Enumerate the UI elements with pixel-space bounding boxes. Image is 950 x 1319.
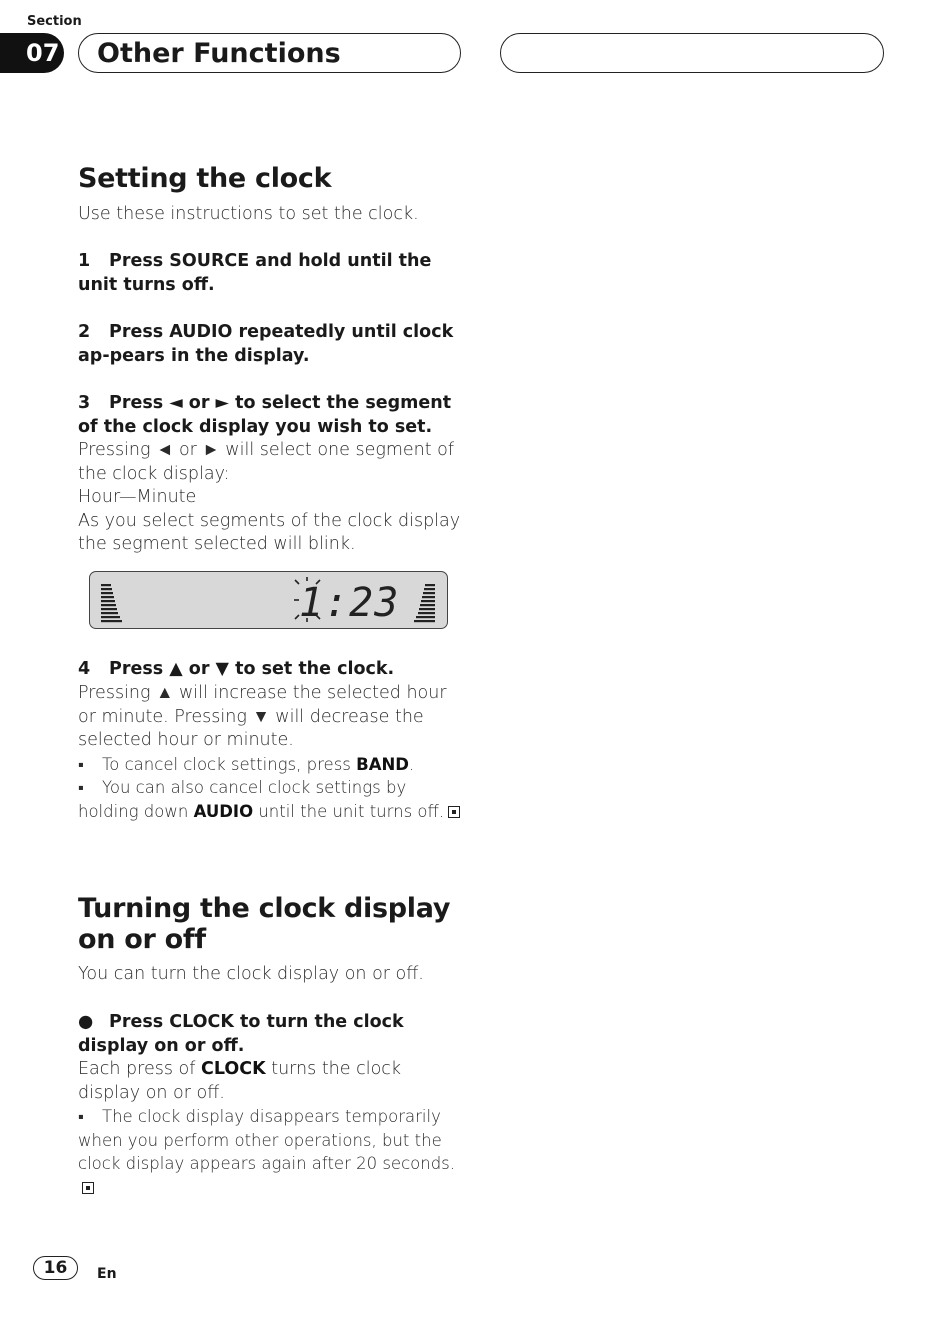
- clock-display-heading-line: Turning the clock display: [78, 893, 451, 924]
- step-4-body: [78, 682, 463, 824]
- step-1-text: Press SOURCE and hold until the unit turns off.: [78, 251, 432, 295]
- end-of-section-icon: [448, 806, 460, 818]
- step-4: [78, 658, 463, 682]
- step-3-body: [78, 439, 463, 557]
- note-text: You can also cancel clock settings by holding down: [78, 778, 407, 821]
- note-bold-keyword: BAND: [356, 754, 409, 774]
- body-text: Each press of: [78, 1059, 201, 1079]
- step-3-text: Press ◄ or ► to select the segment of the clock display you wish to set.: [78, 393, 452, 437]
- clock-display-heading-line: on or off: [78, 924, 206, 955]
- body-bold-keyword: CLOCK: [200, 1059, 266, 1079]
- step-2-number: 2: [78, 322, 91, 342]
- step-3-body-line: Pressing ◄ or ► will select one segment of the clock display:: [78, 440, 455, 484]
- note-cancel-band: [78, 753, 463, 777]
- left-level-meter-icon: [101, 584, 122, 622]
- clock-display-body: [78, 1058, 463, 1200]
- step-3-number: 3: [78, 393, 91, 413]
- section-label: Section: [27, 14, 82, 29]
- note-text: .: [409, 754, 415, 774]
- clock-display-step: [78, 1011, 463, 1058]
- step-3-body-line: Hour—Minute: [78, 487, 197, 508]
- setting-clock-intro: Use these instructions to set the clock.: [78, 204, 419, 224]
- clock-display-body-text: [78, 1058, 463, 1105]
- circle-bullet-icon: ●: [78, 1012, 94, 1032]
- step-2-text: Press AUDIO repeatedly until clock ap-pears in the display.: [78, 322, 454, 366]
- section-title-text: Other Functions: [97, 37, 341, 69]
- note-text: To cancel clock settings, press: [102, 754, 357, 774]
- note-clock-reappear: [78, 1105, 463, 1199]
- step-1-number: 1: [78, 251, 91, 271]
- square-bullet-icon: ▪: [78, 1107, 84, 1127]
- note-cancel-audio: [78, 776, 463, 823]
- step-4-number: 4: [78, 659, 91, 679]
- lcd-time-readout: 1:23: [299, 580, 400, 626]
- note-text: until the unit turns off.: [253, 801, 445, 821]
- step-4-body-text: Pressing ▲ will increase the selected hour or minute. Pressing ▼ will decrease the selected hour or minute.: [78, 683, 447, 751]
- section-title: [78, 33, 461, 73]
- step-4-text: Press ▲ or ▼ to set the clock.: [109, 659, 395, 679]
- step-3: [78, 392, 463, 439]
- note-bold-keyword: AUDIO: [193, 801, 254, 821]
- step-2: [78, 321, 463, 368]
- lcd-graphic: [90, 572, 446, 627]
- step-1: [78, 250, 463, 297]
- step-3-body-line: As you select segments of the clock display the segment selected will blink.: [78, 510, 461, 555]
- clock-display-intro: You can turn the clock display on or off.: [78, 964, 424, 984]
- square-bullet-icon: ▪: [78, 778, 84, 798]
- lcd-display: [89, 571, 448, 629]
- square-bullet-icon: ▪: [78, 754, 84, 774]
- setting-clock-heading: Setting the clock: [78, 163, 332, 194]
- section-number: 07: [0, 33, 64, 73]
- note-text: The clock display disappears temporarily when you perform other operations, but the clock display appears again after 20 seconds.: [78, 1107, 456, 1174]
- right-level-meter-icon: [414, 584, 435, 622]
- header-right-pill: [500, 33, 884, 73]
- end-of-section-icon: [82, 1182, 94, 1194]
- clock-display-heading: [78, 893, 450, 955]
- page-number: 16: [33, 1256, 78, 1280]
- body-text: turns the clock display on or off.: [78, 1059, 402, 1103]
- clock-display-step-text: Press CLOCK to turn the clock display on or off.: [78, 1012, 404, 1056]
- language-label: En: [97, 1266, 117, 1282]
